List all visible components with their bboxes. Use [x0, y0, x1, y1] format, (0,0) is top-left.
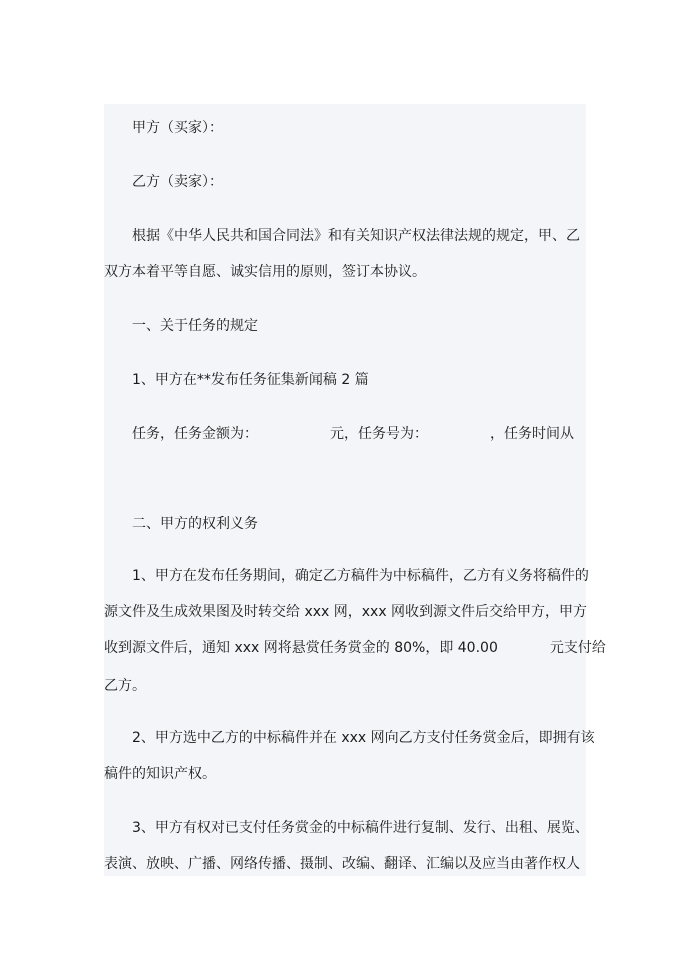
section-2-item-1-line-3 — [104, 638, 606, 658]
intro-line-2: 双方本着平等自愿、诚实信用的原则，签订本协议。 — [104, 264, 426, 280]
section-1-item-1: 1、甲方在**发布任务征集新闻稿 2 篇 — [132, 372, 369, 388]
payout-text: 收到源文件后，通知 xxx 网将悬赏任务赏金的 80%，即 40.00 — [104, 640, 498, 656]
section-2-item-2-line-1: 2、甲方选中乙方的中标稿件并在 xxx 网向乙方支付任务赏金后，即拥有该 — [132, 730, 595, 746]
section-2-item-3-line-1: 3、甲方有权对已支付任务赏金的中标稿件进行复制、发行、出租、展览、 — [132, 820, 589, 836]
task-details-line — [104, 424, 594, 444]
intro-line-1: 根据《中华人民共和国合同法》和有关知识产权法律法规的规定，甲、乙 — [132, 228, 580, 244]
party-b-label: 乙方（卖家）： — [132, 174, 223, 190]
section-2-heading: 二、甲方的权利义务 — [132, 516, 258, 532]
section-2-item-1-line-4: 乙方。 — [104, 678, 146, 694]
task-time-label: ，任务时间从 — [490, 426, 574, 442]
section-2-item-2-line-2: 稿件的知识产权。 — [104, 766, 216, 782]
task-amount-label: 任务，任务金额为： — [132, 426, 258, 442]
section-2-item-1-line-1: 1、甲方在发布任务期间，确定乙方稿件为中标稿件，乙方有义务将稿件的 — [132, 568, 589, 584]
section-1-heading: 一、关于任务的规定 — [132, 318, 258, 334]
task-number-label: 元，任务号为： — [330, 426, 428, 442]
section-2-item-1-line-2: 源文件及生成效果图及时转交给 xxx 网，xxx 网收到源文件后交给甲方，甲方 — [104, 604, 588, 620]
payout-tail: 元支付给 — [549, 640, 606, 656]
section-2-item-3-line-2: 表演、放映、广播、网络传播、摄制、改编、翻译、汇编以及应当由著作权人 — [104, 856, 580, 872]
document-body-background — [104, 104, 586, 876]
party-a-label: 甲方（买家）： — [132, 120, 223, 136]
